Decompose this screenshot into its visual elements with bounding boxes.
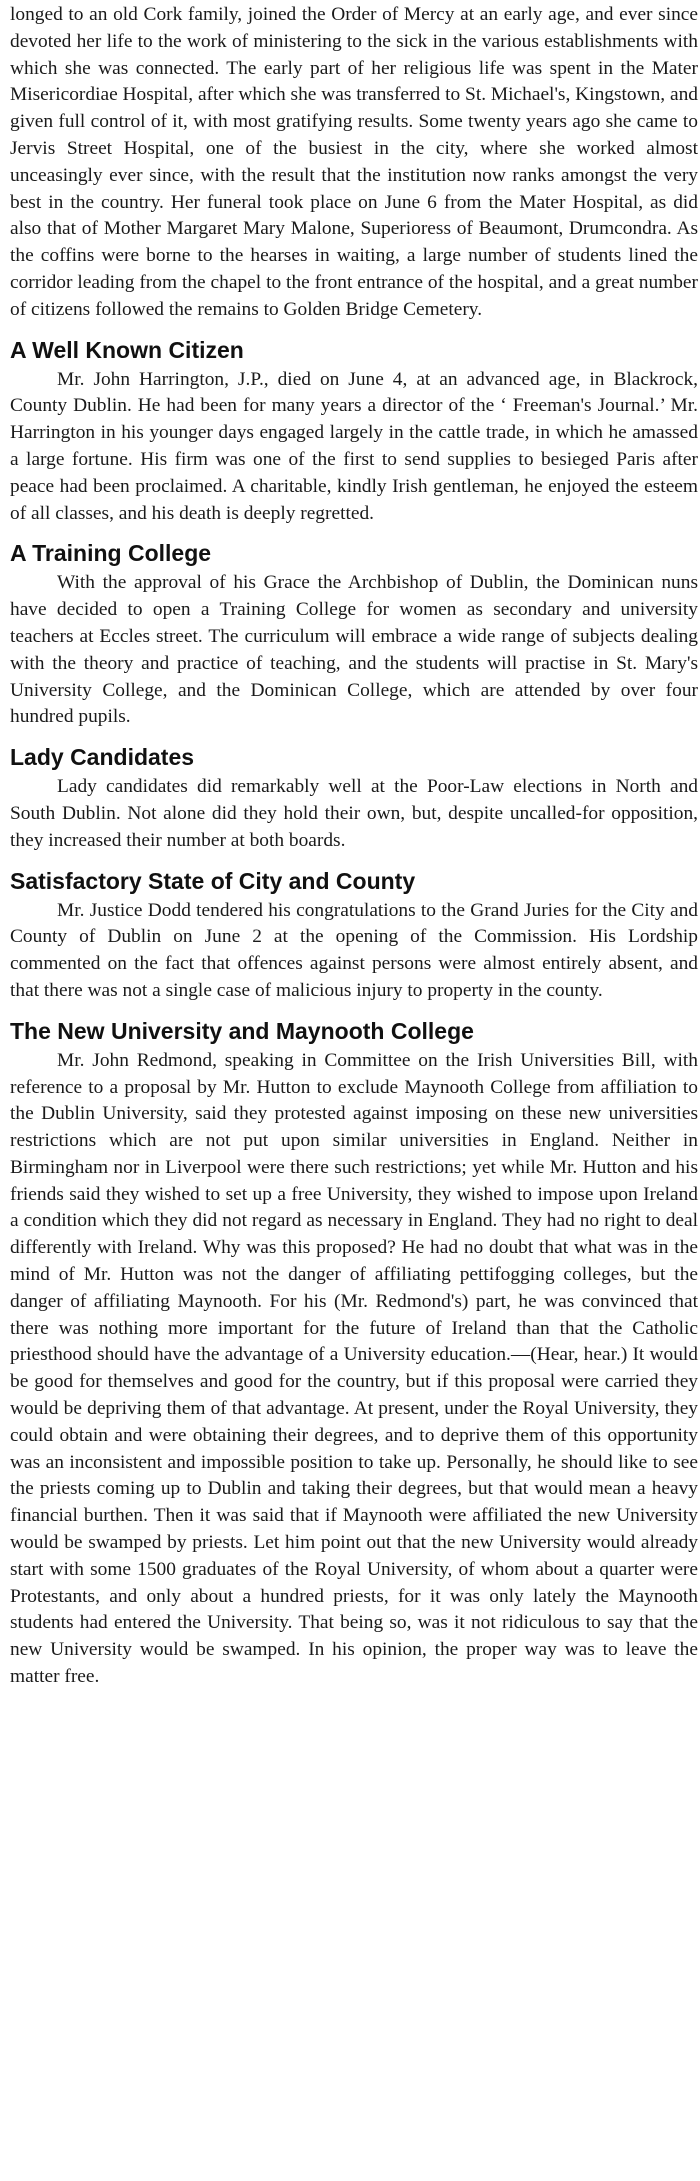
section-well-known-citizen bbox=[10, 336, 698, 528]
section-heading: Satisfactory State of City and County bbox=[10, 867, 416, 894]
section-body: Lady candidates did remarkably well at the Poor-Law elections in North and South Dublin. Not alone did they hold their own, but, despite uncalled-for opposition, they increased their number at both boards. bbox=[10, 776, 698, 851]
section-lady-candidates bbox=[10, 743, 698, 854]
section-heading: A Training College bbox=[10, 540, 212, 567]
section-body: Mr. John Harrington, J.P., died on June 4, at an advanced age, in Blackrock, County Dublin. He had been for many years a director of the ‘ Freeman's Journal.’ Mr. Harrington in his younger days engaged largely in the cattle trade, in which he amassed a large fortune. His firm was one of the first to send supplies to besieged Paris after peace had been proclaimed. A charitable, kindly Irish gentleman, he enjoyed the esteem of all classes, and his death is deeply regretted. bbox=[10, 368, 698, 524]
section-heading: The New University and Maynooth College bbox=[10, 1017, 474, 1044]
section-city-and-county bbox=[10, 867, 698, 1005]
section-heading: A Well Known Citizen bbox=[10, 336, 244, 363]
section-body: Mr. Justice Dodd tendered his congratulations to the Grand Juries for the City and County of Dublin on June 2 at the opening of the Commission. His Lordship commented on the fact that offences against persons were almost entirely absent, and that there was not a single case of malicious injury to property in the county. bbox=[10, 899, 698, 1001]
section-body: With the approval of his Grace the Archbishop of Dublin, the Dominican nuns have decided to open a Training College for women as secondary and university teachers at Eccles street. The curriculum will embrace a wide range of subjects dealing with the theory and practice of teaching, and the students will practise in St. Mary's University College, and the Dominican College, which are attended by over four hundred pupils. bbox=[10, 572, 698, 728]
newspaper-page bbox=[10, 2, 698, 1691]
opening-paragraph: longed to an old Cork family, joined the Order of Mercy at an early age, and ever since devoted her life to the work of ministering to the sick in the various establishments with which she was connected. The early part of her religious life was spent in the Mater Misericordiae Hospital, after which she was transferred to St. Michael's, Kingstown, and given full control of it, with most gratifying results. Some twenty years ago she came to Jervis Street Hospital, one of the busiest in the city, where she worked almost unceasingly ever since, with the result that the institution now ranks amongst the very best in the country. Her funeral took place on June 6 from the Mater Hospital, as did also that of Mother Margaret Mary Malone, Superioress of Beaumont, Drumcondra. As the coffins were borne to the hearses in waiting, a large number of students lined the corridor leading from the chapel to the front entrance of the hospital, and a great number of citizens followed the remains to Golden Bridge Cemetery. bbox=[10, 4, 698, 320]
section-training-college bbox=[10, 539, 698, 731]
section-heading: Lady Candidates bbox=[10, 744, 195, 771]
section-new-university-maynooth bbox=[10, 1017, 698, 1691]
section-body: Mr. John Redmond, speaking in Committee on the Irish Universities Bill, with reference to a proposal by Mr. Hutton to exclude Maynooth College from affiliation to the Dublin University, said they protested against imposing on these new universities restrictions which are not put upon similar universities in England. Neither in Birmingham nor in Liverpool were there such restrictions; yet while Mr. Hutton and his friends said they wished to set up a free University, they wished to impose upon Ireland a condition which they did not regard as necessary in England. They had no right to deal differently with Ireland. Why was this proposed? He had no doubt that what was in the mind of Mr. Hutton was not the danger of affiliating pettifogging colleges, but the danger of affiliating Maynooth. For his (Mr. Redmond's) part, he was convinced that there was nothing more important for the future of Ireland than that the Catholic priesthood should have the advantage of a University education.—(Hear, hear.) It would be good for themselves and good for the country, but if this proposal were carried they would be depriving them of that advantage. At present, under the Royal University, they could obtain and were obtaining their degrees, and to deprive them of this opportunity was an inconsistent and impossible position to take up. Personally, he should like to see the priests coming up to Dublin and taking their degrees, but that would mean a heavy financial burthen. Then it was said that if Maynooth were affiliated the new University would be swamped by priests. Let him point out that the new University would already start with some 1500 graduates of the Royal University, of whom about a quarter were Protestants, and only about a hundred priests, for it was only lately the Maynooth students had entered the University. That being so, was it not ridiculous to say that the new University would be swamped. In his opinion, the proper way was to leave the matter free. bbox=[10, 1049, 698, 1688]
